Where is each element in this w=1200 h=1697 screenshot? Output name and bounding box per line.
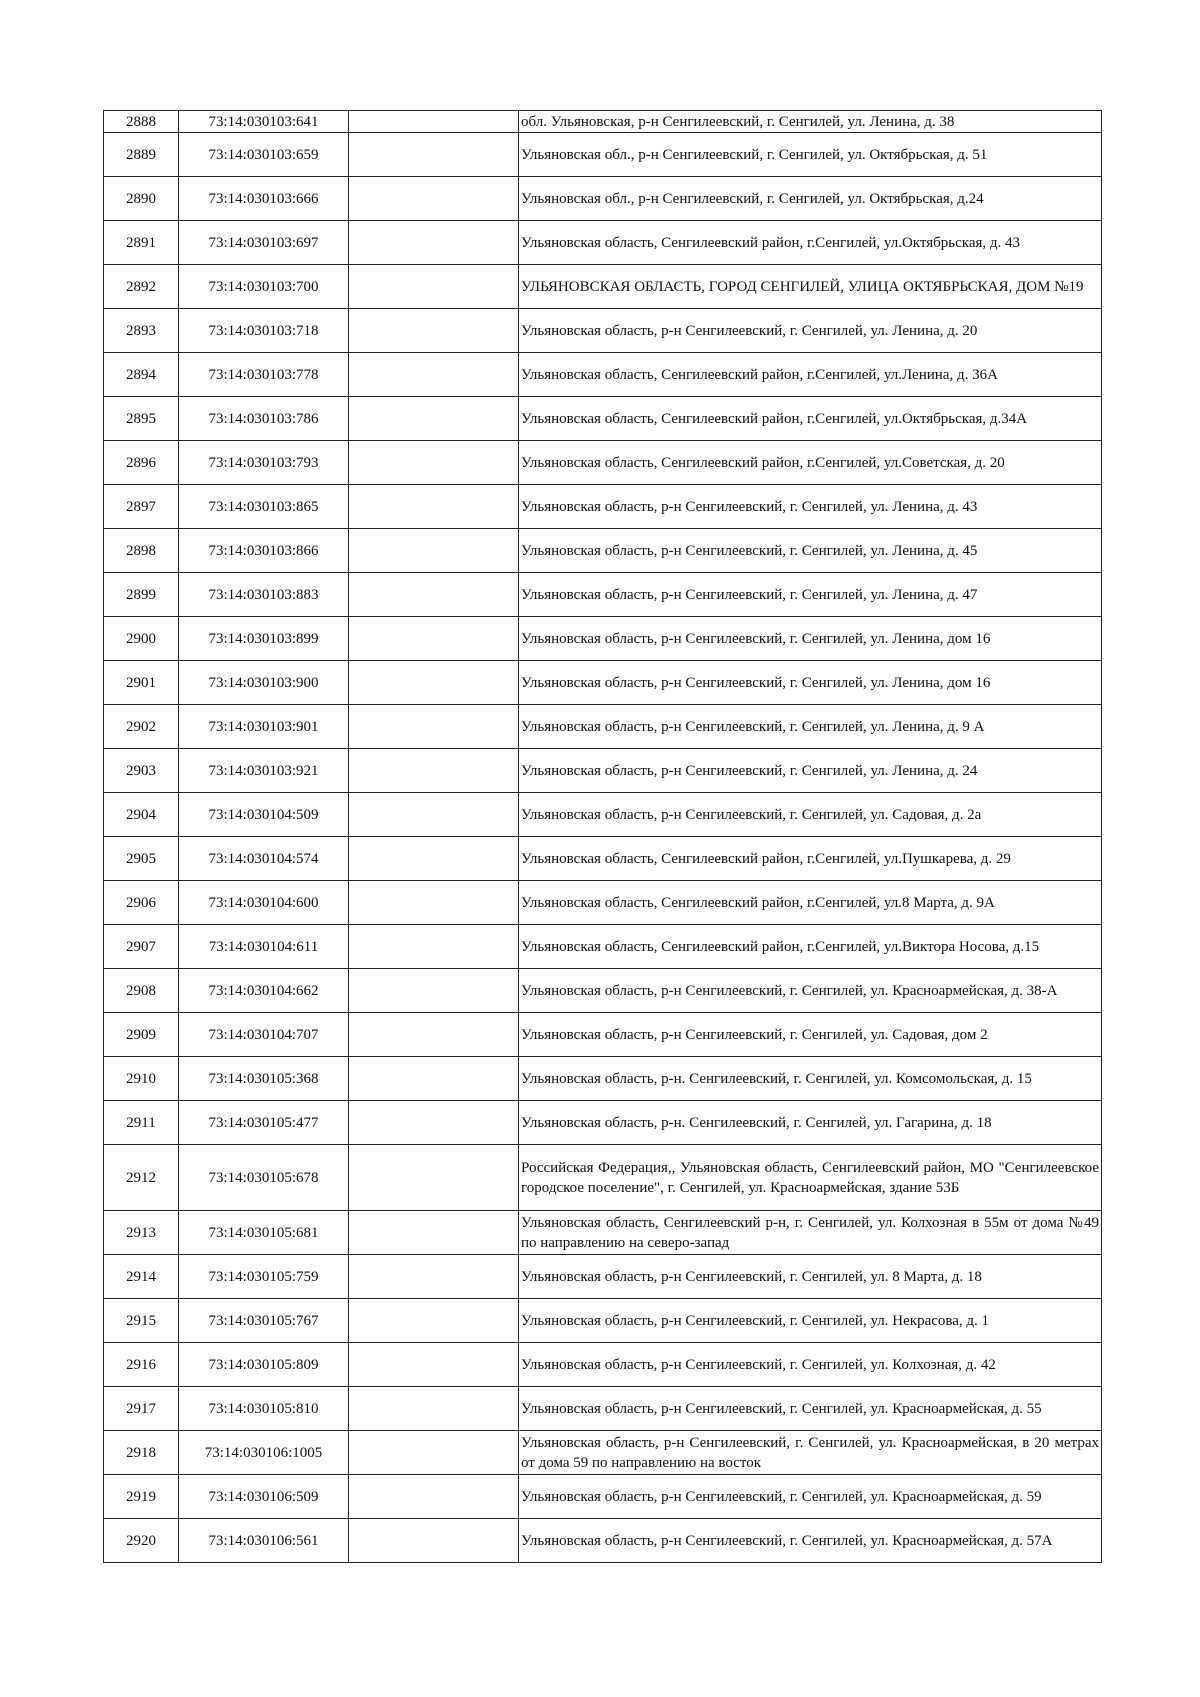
cadastral-number: 73:14:030103:700 bbox=[179, 265, 349, 309]
row-number: 2918 bbox=[104, 1431, 179, 1475]
row-number: 2894 bbox=[104, 353, 179, 397]
table-row bbox=[104, 1057, 1102, 1101]
empty-cell bbox=[349, 881, 519, 925]
table-row bbox=[104, 661, 1102, 705]
empty-cell bbox=[349, 529, 519, 573]
cadastral-number: 73:14:030104:662 bbox=[179, 969, 349, 1013]
empty-cell bbox=[349, 1475, 519, 1519]
empty-cell bbox=[349, 1101, 519, 1145]
row-number: 2897 bbox=[104, 485, 179, 529]
empty-cell bbox=[349, 485, 519, 529]
row-number: 2915 bbox=[104, 1299, 179, 1343]
address-cell: Ульяновская область, р-н Сенгилеевский, г. Сенгилей, ул. Красноармейская, д. 55 bbox=[519, 1387, 1102, 1431]
cadastral-number: 73:14:030103:793 bbox=[179, 441, 349, 485]
cadastral-number: 73:14:030105:368 bbox=[179, 1057, 349, 1101]
address-cell: Ульяновская область, р-н Сенгилеевский, г. Сенгилей, ул. Красноармейская, д. 57А bbox=[519, 1519, 1102, 1563]
cadastral-number: 73:14:030105:477 bbox=[179, 1101, 349, 1145]
row-number: 2895 bbox=[104, 397, 179, 441]
row-number: 2906 bbox=[104, 881, 179, 925]
address-cell: Ульяновская область, р-н Сенгилеевский, г. Сенгилей, ул. Ленина, д. 24 bbox=[519, 749, 1102, 793]
row-number: 2889 bbox=[104, 133, 179, 177]
row-number: 2904 bbox=[104, 793, 179, 837]
row-number: 2892 bbox=[104, 265, 179, 309]
empty-cell bbox=[349, 617, 519, 661]
cadastral-number: 73:14:030103:883 bbox=[179, 573, 349, 617]
row-number: 2900 bbox=[104, 617, 179, 661]
empty-cell bbox=[349, 353, 519, 397]
empty-cell bbox=[349, 925, 519, 969]
table-row bbox=[104, 221, 1102, 265]
empty-cell bbox=[349, 1519, 519, 1563]
table-row bbox=[104, 441, 1102, 485]
row-number: 2911 bbox=[104, 1101, 179, 1145]
address-cell: Ульяновская область, р-н Сенгилеевский, г. Сенгилей, ул. Красноармейская, в 20 метрах от дома 59 по направлению на восток bbox=[519, 1431, 1102, 1475]
empty-cell bbox=[349, 705, 519, 749]
row-number: 2916 bbox=[104, 1343, 179, 1387]
table-row bbox=[104, 1343, 1102, 1387]
cadastral-number: 73:14:030103:901 bbox=[179, 705, 349, 749]
address-cell: Ульяновская область, р-н Сенгилеевский, г. Сенгилей, ул. Ленина, д. 47 bbox=[519, 573, 1102, 617]
table-body bbox=[104, 111, 1102, 1563]
row-number: 2903 bbox=[104, 749, 179, 793]
address-cell: Ульяновская область, р-н Сенгилеевский, г. Сенгилей, ул. Ленина, дом 16 bbox=[519, 617, 1102, 661]
cadastral-number: 73:14:030105:759 bbox=[179, 1255, 349, 1299]
address-cell: Ульяновская область, р-н Сенгилеевский, г. Сенгилей, ул. Ленина, д. 9 А bbox=[519, 705, 1102, 749]
cadastral-number: 73:14:030105:767 bbox=[179, 1299, 349, 1343]
empty-cell bbox=[349, 133, 519, 177]
address-cell: УЛЬЯНОВСКАЯ ОБЛАСТЬ, ГОРОД СЕНГИЛЕЙ, УЛИЦА ОКТЯБРЬСКАЯ, ДОМ №19 bbox=[519, 265, 1102, 309]
empty-cell bbox=[349, 1387, 519, 1431]
address-cell: Ульяновская область, Сенгилеевский район, г.Сенгилей, ул.8 Марта, д. 9А bbox=[519, 881, 1102, 925]
empty-cell bbox=[349, 1343, 519, 1387]
table-row bbox=[104, 1299, 1102, 1343]
row-number: 2905 bbox=[104, 837, 179, 881]
table-row bbox=[104, 111, 1102, 133]
cadastral-number: 73:14:030104:600 bbox=[179, 881, 349, 925]
empty-cell bbox=[349, 221, 519, 265]
row-number: 2901 bbox=[104, 661, 179, 705]
empty-cell bbox=[349, 309, 519, 353]
row-number: 2891 bbox=[104, 221, 179, 265]
address-cell: Ульяновская область, Сенгилеевский район, г.Сенгилей, ул.Октябрьская, д.34А bbox=[519, 397, 1102, 441]
table-row bbox=[104, 1387, 1102, 1431]
empty-cell bbox=[349, 1299, 519, 1343]
table-row bbox=[104, 969, 1102, 1013]
empty-cell bbox=[349, 265, 519, 309]
row-number: 2907 bbox=[104, 925, 179, 969]
empty-cell bbox=[349, 837, 519, 881]
cadastral-number: 73:14:030103:718 bbox=[179, 309, 349, 353]
cadastral-number: 73:14:030103:778 bbox=[179, 353, 349, 397]
row-number: 2899 bbox=[104, 573, 179, 617]
empty-cell bbox=[349, 441, 519, 485]
table-row bbox=[104, 1255, 1102, 1299]
table-row bbox=[104, 837, 1102, 881]
cadastral-number: 73:14:030103:659 bbox=[179, 133, 349, 177]
empty-cell bbox=[349, 1145, 519, 1211]
address-cell: Ульяновская область, р-н. Сенгилеевский, г. Сенгилей, ул. Комсомольская, д. 15 bbox=[519, 1057, 1102, 1101]
cadastral-number: 73:14:030103:900 bbox=[179, 661, 349, 705]
table-row bbox=[104, 1145, 1102, 1211]
address-cell: Ульяновская область, Сенгилеевский район, г.Сенгилей, ул.Ленина, д. 36А bbox=[519, 353, 1102, 397]
table-row bbox=[104, 1211, 1102, 1255]
address-cell: Ульяновская область, р-н. Сенгилеевский, г. Сенгилей, ул. Гагарина, д. 18 bbox=[519, 1101, 1102, 1145]
row-number: 2912 bbox=[104, 1145, 179, 1211]
row-number: 2902 bbox=[104, 705, 179, 749]
address-cell: Ульяновская область, р-н Сенгилеевский, г. Сенгилей, ул. Садовая, д. 2а bbox=[519, 793, 1102, 837]
address-cell: Ульяновская область, р-н Сенгилеевский, г. Сенгилей, ул. Садовая, дом 2 bbox=[519, 1013, 1102, 1057]
table-row bbox=[104, 529, 1102, 573]
row-number: 2908 bbox=[104, 969, 179, 1013]
row-number: 2917 bbox=[104, 1387, 179, 1431]
row-number: 2914 bbox=[104, 1255, 179, 1299]
address-cell: Ульяновская область, р-н Сенгилеевский, г. Сенгилей, ул. 8 Марта, д. 18 bbox=[519, 1255, 1102, 1299]
table-row bbox=[104, 1431, 1102, 1475]
table-row bbox=[104, 177, 1102, 221]
cadastral-number: 73:14:030103:899 bbox=[179, 617, 349, 661]
table-row bbox=[104, 353, 1102, 397]
cadastral-number: 73:14:030103:786 bbox=[179, 397, 349, 441]
empty-cell bbox=[349, 1057, 519, 1101]
cadastral-number: 73:14:030103:921 bbox=[179, 749, 349, 793]
table-row bbox=[104, 397, 1102, 441]
address-cell: Ульяновская область, р-н Сенгилеевский, г. Сенгилей, ул. Красноармейская, д. 38-А bbox=[519, 969, 1102, 1013]
address-cell: Ульяновская область, Сенгилеевский р-н, г. Сенгилей, ул. Колхозная в 55м от дома №49 по направлению на северо-запад bbox=[519, 1211, 1102, 1255]
address-cell: Ульяновская область, р-н Сенгилеевский, г. Сенгилей, ул. Ленина, д. 20 bbox=[519, 309, 1102, 353]
table-row bbox=[104, 265, 1102, 309]
cadastral-number: 73:14:030103:866 bbox=[179, 529, 349, 573]
table-row bbox=[104, 133, 1102, 177]
empty-cell bbox=[349, 1211, 519, 1255]
empty-cell bbox=[349, 1255, 519, 1299]
table-row bbox=[104, 1519, 1102, 1563]
cadastral-number: 73:14:030106:509 bbox=[179, 1475, 349, 1519]
table-row bbox=[104, 705, 1102, 749]
cadastral-number: 73:14:030104:509 bbox=[179, 793, 349, 837]
cadastral-number: 73:14:030104:707 bbox=[179, 1013, 349, 1057]
row-number: 2920 bbox=[104, 1519, 179, 1563]
table-row bbox=[104, 309, 1102, 353]
empty-cell bbox=[349, 1431, 519, 1475]
row-number: 2913 bbox=[104, 1211, 179, 1255]
address-cell: Ульяновская область, р-н Сенгилеевский, г. Сенгилей, ул. Некрасова, д. 1 bbox=[519, 1299, 1102, 1343]
cadastral-number: 73:14:030103:697 bbox=[179, 221, 349, 265]
row-number: 2910 bbox=[104, 1057, 179, 1101]
row-number: 2888 bbox=[104, 111, 179, 133]
cadastral-number: 73:14:030105:678 bbox=[179, 1145, 349, 1211]
empty-cell bbox=[349, 573, 519, 617]
address-cell: Ульяновская область, Сенгилеевский район, г.Сенгилей, ул.Советская, д. 20 bbox=[519, 441, 1102, 485]
table-row bbox=[104, 749, 1102, 793]
empty-cell bbox=[349, 177, 519, 221]
table-row bbox=[104, 573, 1102, 617]
cadastral-number: 73:14:030103:641 bbox=[179, 111, 349, 133]
empty-cell bbox=[349, 749, 519, 793]
row-number: 2890 bbox=[104, 177, 179, 221]
empty-cell bbox=[349, 793, 519, 837]
cadastral-number: 73:14:030105:809 bbox=[179, 1343, 349, 1387]
address-cell: Ульяновская область, р-н Сенгилеевский, г. Сенгилей, ул. Ленина, д. 43 bbox=[519, 485, 1102, 529]
table-row bbox=[104, 1101, 1102, 1145]
table-row bbox=[104, 485, 1102, 529]
empty-cell bbox=[349, 397, 519, 441]
address-cell: Ульяновская область, Сенгилеевский район, г.Сенгилей, ул.Пушкарева, д. 29 bbox=[519, 837, 1102, 881]
cadastral-number: 73:14:030106:561 bbox=[179, 1519, 349, 1563]
address-cell: обл. Ульяновская, р-н Сенгилеевский, г. Сенгилей, ул. Ленина, д. 38 bbox=[519, 111, 1102, 133]
cadastral-number: 73:14:030104:611 bbox=[179, 925, 349, 969]
row-number: 2898 bbox=[104, 529, 179, 573]
empty-cell bbox=[349, 969, 519, 1013]
cadastral-number: 73:14:030103:666 bbox=[179, 177, 349, 221]
table-row bbox=[104, 617, 1102, 661]
property-registry-table bbox=[103, 110, 1102, 1563]
row-number: 2909 bbox=[104, 1013, 179, 1057]
address-cell: Ульяновская обл., р-н Сенгилеевский, г. Сенгилей, ул. Октябрьская, д. 51 bbox=[519, 133, 1102, 177]
cadastral-number: 73:14:030103:865 bbox=[179, 485, 349, 529]
address-cell: Ульяновская область, р-н Сенгилеевский, г. Сенгилей, ул. Ленина, д. 45 bbox=[519, 529, 1102, 573]
cadastral-number: 73:14:030104:574 bbox=[179, 837, 349, 881]
address-cell: Ульяновская область, Сенгилеевский район, г.Сенгилей, ул.Виктора Носова, д.15 bbox=[519, 925, 1102, 969]
empty-cell bbox=[349, 661, 519, 705]
address-cell: Ульяновская область, р-н Сенгилеевский, г. Сенгилей, ул. Колхозная, д. 42 bbox=[519, 1343, 1102, 1387]
table-row bbox=[104, 881, 1102, 925]
address-cell: Ульяновская область, Сенгилеевский район, г.Сенгилей, ул.Октябрьская, д. 43 bbox=[519, 221, 1102, 265]
row-number: 2896 bbox=[104, 441, 179, 485]
empty-cell bbox=[349, 1013, 519, 1057]
cadastral-number: 73:14:030106:1005 bbox=[179, 1431, 349, 1475]
row-number: 2919 bbox=[104, 1475, 179, 1519]
address-cell: Ульяновская обл., р-н Сенгилеевский, г. Сенгилей, ул. Октябрьская, д.24 bbox=[519, 177, 1102, 221]
table-row bbox=[104, 1475, 1102, 1519]
cadastral-number: 73:14:030105:681 bbox=[179, 1211, 349, 1255]
table-row bbox=[104, 925, 1102, 969]
cadastral-number: 73:14:030105:810 bbox=[179, 1387, 349, 1431]
empty-cell bbox=[349, 111, 519, 133]
table-row bbox=[104, 793, 1102, 837]
row-number: 2893 bbox=[104, 309, 179, 353]
address-cell: Ульяновская область, р-н Сенгилеевский, г. Сенгилей, ул. Красноармейская, д. 59 bbox=[519, 1475, 1102, 1519]
table-row bbox=[104, 1013, 1102, 1057]
address-cell: Российская Федерация,, Ульяновская область, Сенгилеевский район, МО "Сенгилеевское городское поселение", г. Сенгилей, ул. Красноармейская, здание 53Б bbox=[519, 1145, 1102, 1211]
address-cell: Ульяновская область, р-н Сенгилеевский, г. Сенгилей, ул. Ленина, дом 16 bbox=[519, 661, 1102, 705]
